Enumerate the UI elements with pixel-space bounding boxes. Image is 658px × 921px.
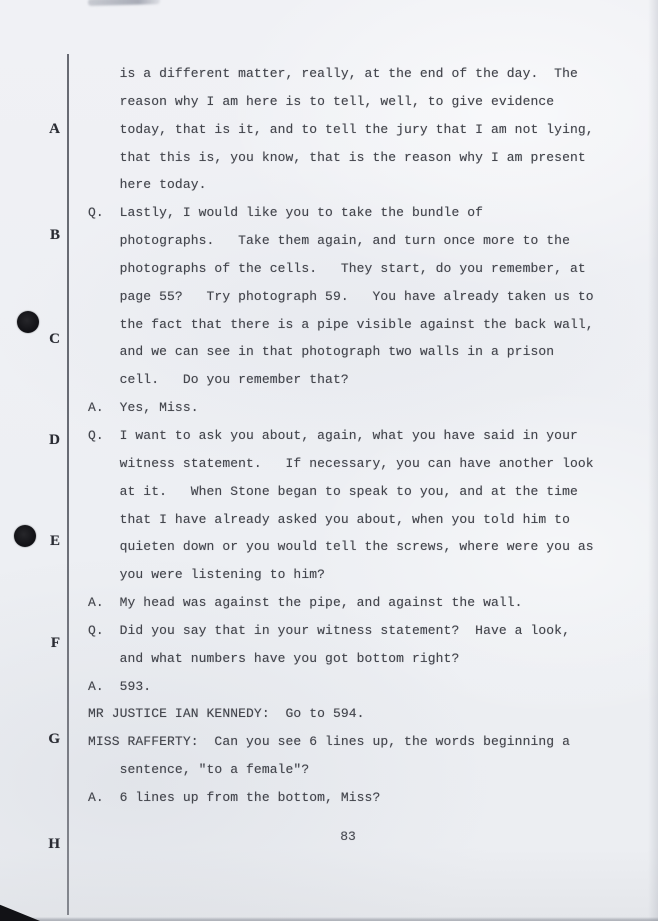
transcript-line: page 55? Try photograph 59. You have already taken us to [88,288,594,304]
transcript-line: A. My head was against the pipe, and against the wall. [88,595,523,611]
top-edge-smudge [88,0,160,6]
hole-punch-bottom [14,525,36,547]
bottom-page-edge [0,917,658,921]
transcript-line: reason why I am here is to tell, well, to give evidence [88,93,555,109]
margin-letter-f: F [50,635,60,651]
margin-letter-d: D [49,432,60,448]
transcript-line: cell. Do you remember that? [88,372,349,388]
transcript-speaker-line: MISS RAFFERTY: Can you see 6 lines up, the words beginning a [88,734,570,750]
margin-letter-h: H [48,836,60,852]
transcript-line: and what numbers have you got bottom right? [88,650,460,666]
transcript-line: photographs of the cells. They start, do you remember, at [88,260,586,276]
transcript-line: here today. [88,177,207,193]
transcript-line: Q. Did you say that in your witness statement? Have a look, [88,622,570,638]
margin-letter-a: A [49,121,60,137]
transcript-line: at it. When Stone began to speak to you, and at the time [88,483,578,499]
transcript-line: that I have already asked you about, when you told him to [88,511,570,527]
margin-letter-g: G [48,731,60,747]
transcript-body [88,60,628,812]
transcript-line: quieten down or you would tell the screws, where were you as [88,539,594,555]
transcript-speaker-line: MR JUSTICE IAN KENNEDY: Go to 594. [88,706,365,722]
transcript-line: is a different matter, really, at the end of the day. The [88,66,578,81]
margin-letter-c: C [49,331,60,347]
page-number: 83 [340,829,356,844]
transcript-line: today, that is it, and to tell the jury that I am not lying, [88,121,594,137]
transcript-line: sentence, "to a female"? [88,762,310,778]
margin-letter-b: B [49,227,60,243]
transcript-line: A. 593. [88,678,152,694]
transcript-line: you were listening to him? [88,567,326,583]
transcript-line: and we can see in that photograph two walls in a prison [88,344,555,360]
transcript-line: A. Yes, Miss. [88,400,199,416]
transcript-line: the fact that there is a pipe visible against the back wall, [88,316,594,332]
hole-punch-top [17,311,39,333]
right-edge-shade [648,0,658,921]
transcript-line: Q. I want to ask you about, again, what you have said in your [88,427,578,443]
left-margin-rule [67,54,69,915]
margin-letter-e: E [49,533,60,549]
transcript-line: that this is, you know, that is the reason why I am present [88,149,586,165]
transcript-line: A. 6 lines up from the bottom, Miss? [88,789,381,805]
transcript-line: witness statement. If necessary, you can have another look [88,455,594,471]
transcript-line: Q. Lastly, I would like you to take the bundle of [88,205,484,221]
transcript-line: photographs. Take them again, and turn once more to the [88,233,570,249]
